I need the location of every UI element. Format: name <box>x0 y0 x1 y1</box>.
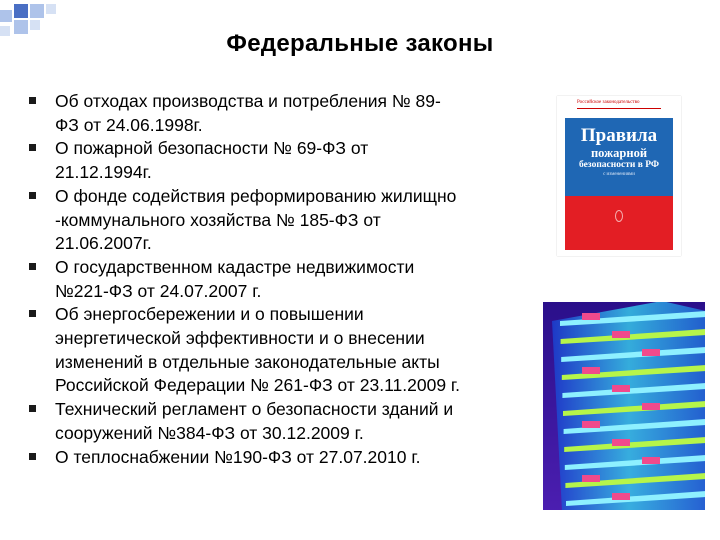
law-text-line: Технический регламент о безопасности зданий и <box>55 399 454 420</box>
thermal-window <box>642 349 660 356</box>
law-text-line: энергетической эффективности и о внесении <box>55 328 425 349</box>
corner-square <box>14 4 28 18</box>
law-text-line: 21.06.2007г. <box>55 233 152 254</box>
law-text-line: О пожарной безопасности № 69-ФЗ от <box>55 138 369 159</box>
thermal-window <box>612 439 630 446</box>
corner-square <box>46 4 56 14</box>
thermal-window <box>642 403 660 410</box>
law-list-item <box>24 185 544 256</box>
law-list-item <box>24 137 544 184</box>
law-text-line: Об отходах производства и потребления № 89- <box>55 91 441 111</box>
thermal-window <box>582 313 600 320</box>
thermal-window <box>582 421 600 428</box>
publisher-logo-icon <box>615 210 623 222</box>
law-text-line: О теплоснабжении №190-ФЗ от 27.07.2010 г. <box>55 446 421 467</box>
bullet-square-icon <box>29 192 36 199</box>
law-text-line: изменений в отдельные законодательные акты <box>55 351 440 372</box>
fire-safety-book-cover <box>557 96 681 256</box>
book-title-line3: безопасности в РФ <box>578 160 660 170</box>
law-text-line: №221-ФЗ от 24.07.2007 г. <box>55 280 262 301</box>
law-list-item <box>24 256 544 303</box>
law-text-line: ФЗ от 24.06.1998г. <box>55 114 203 135</box>
law-text-line: О государственном кадастре недвижимости <box>55 256 415 277</box>
law-text-line: Об энергосбережении и о повышении <box>55 304 364 325</box>
bullet-square-icon <box>29 453 36 460</box>
bullet-square-icon <box>29 405 36 412</box>
book-series: Российское законодательство <box>577 100 640 105</box>
law-list-item <box>24 446 544 470</box>
book-title-line2: пожарной <box>590 146 648 160</box>
law-list-item <box>24 303 544 398</box>
book-series-line <box>577 102 661 109</box>
law-text-line: 21.12.1994г. <box>55 162 152 183</box>
bullet-square-icon <box>29 310 36 317</box>
book-cover-blue-panel <box>565 118 673 196</box>
corner-square <box>0 10 12 22</box>
law-list-item <box>24 90 544 137</box>
law-text-line: Российской Федерации № 261-ФЗ от 23.11.2009 г. <box>55 375 461 396</box>
thermal-window <box>612 385 630 392</box>
thermal-building-image <box>542 301 706 511</box>
corner-square <box>30 4 44 18</box>
bullet-square-icon <box>29 97 36 104</box>
bullet-square-icon <box>29 144 36 151</box>
slide-title: Федеральные законы <box>226 30 494 57</box>
corner-square <box>30 20 40 30</box>
book-cover-red-panel <box>565 196 673 250</box>
thermal-window <box>612 331 630 338</box>
law-list <box>24 90 544 469</box>
law-text-line: сооружений №384-ФЗ от 30.12.2009 г. <box>55 422 364 443</box>
law-text-line: -коммунального хозяйства № 185-ФЗ от <box>55 209 381 230</box>
thermal-window <box>582 475 600 482</box>
thermal-window <box>612 493 630 500</box>
thermal-window <box>582 367 600 374</box>
law-text-line: О фонде содействия реформированию жилищно <box>55 185 457 206</box>
bullet-square-icon <box>29 263 36 270</box>
law-list-item <box>24 398 544 445</box>
book-title-line1: Правила <box>580 125 658 146</box>
book-subtitle: с изменениями <box>603 172 635 177</box>
thermal-window <box>642 457 660 464</box>
